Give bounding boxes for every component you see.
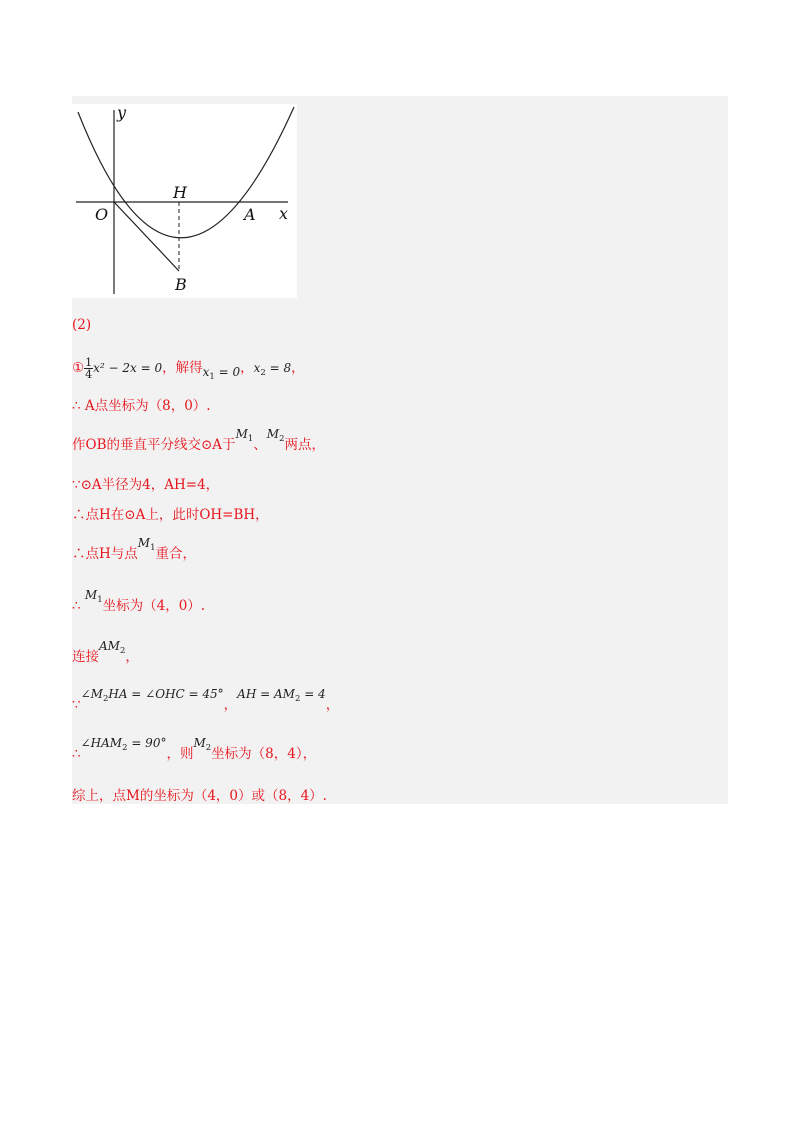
root-x2: $x_2 = 8$ [253,361,292,378]
parabola-curve [78,107,294,238]
point-o-label: O [95,205,109,224]
parabola-diagram [72,104,297,298]
y-axis-label: y [117,104,127,122]
solution-line-8: 连接$AM_2$， [72,639,139,665]
fraction: $\frac{1}{4}$ [85,356,93,381]
root-x1: $x_1 = 0$ [202,365,241,382]
m2-symbol: $M_2$ [266,427,285,444]
length-equation: AH = $AM_2 = 4$ [237,687,326,704]
solution-line-10: $\therefore\angle HAM_2 = 90^\circ$，则$M_2$坐标为（8，4）， [72,736,317,762]
circled-one: ① [72,360,85,376]
solution-line-9: $\because\angle M_2HA$ = ∠OHC = 45°，AH = $AM_2 = 4$， [72,687,340,713]
solution-line-2: ∴ A点坐标为（8，0）. [72,398,211,414]
solution-line-5: ∴点H在⊙A上，此时OH=BH， [72,507,269,523]
angle-equation: $\angle M_2HA$ = ∠OHC = 45° [80,687,224,704]
point-b-label: B [175,275,187,294]
equation: x² − 2x = 0 [93,361,163,375]
part-label: (2) [72,317,92,333]
solution-line-1: ① $\frac{1}{4}$ x² − 2x = 0，解得$x_1 = 0$，$x_2 = 8$， [72,356,305,382]
x-axis-label: x [279,204,289,223]
m2-symbol: $M_2$ [193,736,212,753]
parabola-figure [72,104,297,298]
point-a-label: A [244,205,256,224]
right-angle-equation: $\angle HAM_2 = 90^\circ$ [80,736,167,753]
solution-conclusion: 综上，点M的坐标为（4，0）或（8，4）. [72,788,327,804]
solution-line-4: ∵⊙A半径为4，AH=4， [72,477,220,493]
solution-line-3: 作OB的垂直平分线交⊙A于$M_1$、$M_2$两点， [72,427,325,453]
m1-symbol: $M_1$ [84,588,103,605]
m1-symbol: $M_1$ [137,536,156,553]
m1-symbol: $M_1$ [235,427,254,444]
solution-line-6: ∴点H与点$M_1$重合， [72,536,196,562]
am2-symbol: $AM_2$ [99,639,126,656]
solution-line-7: ∴ $M_1$坐标为（4，0）. [72,588,206,614]
point-h-label: H [173,183,187,202]
